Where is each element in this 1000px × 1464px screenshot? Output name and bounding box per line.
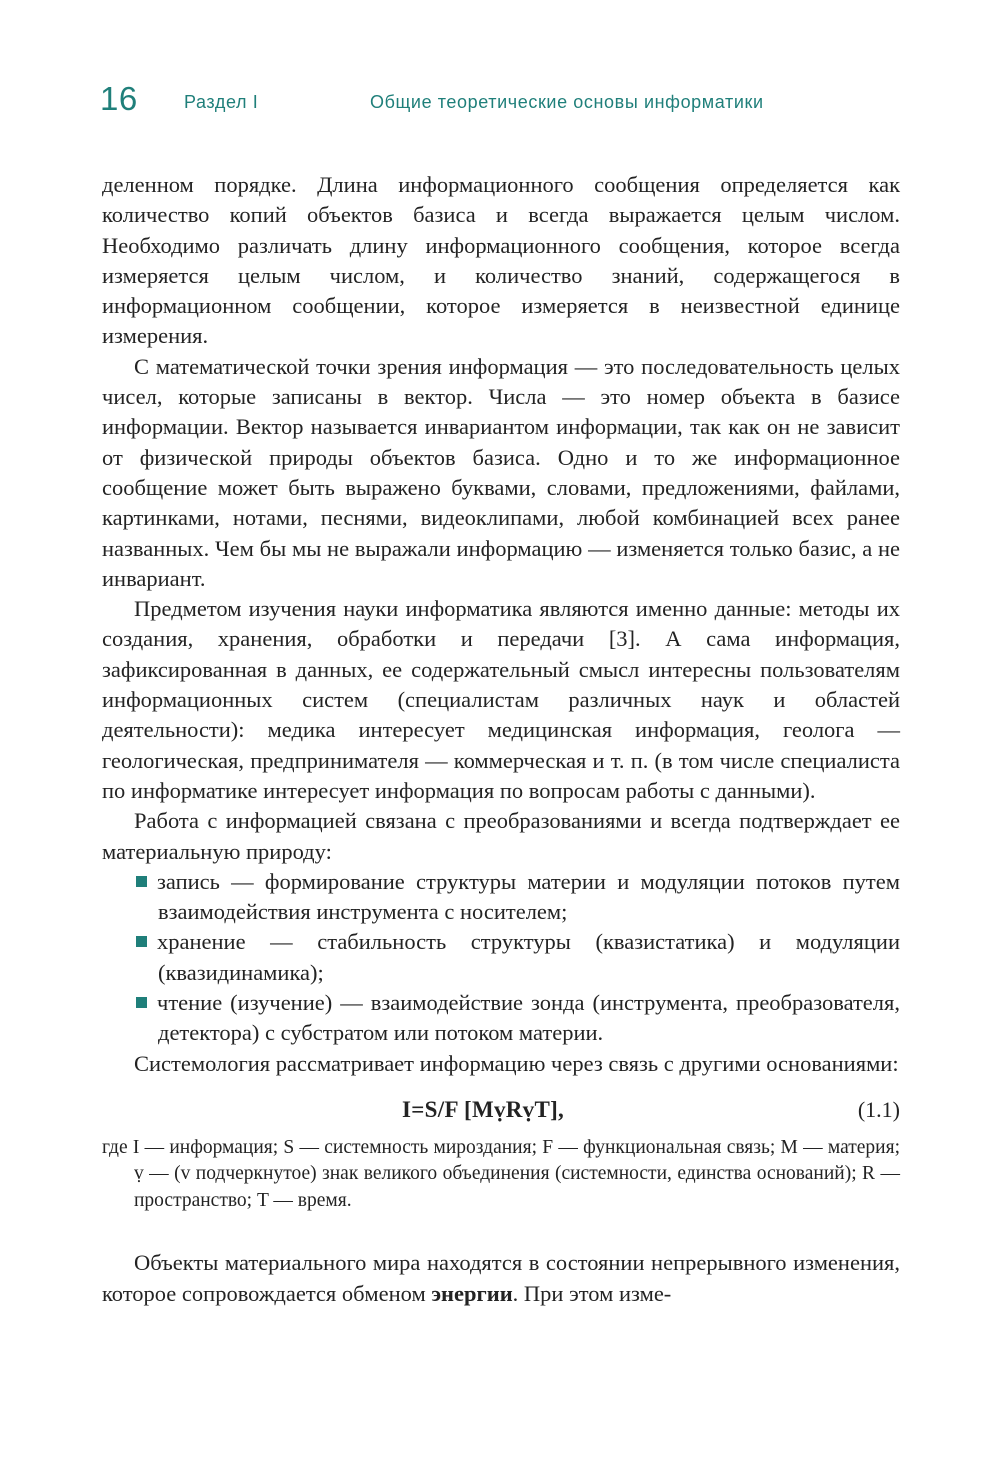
square-bullet-icon xyxy=(136,936,147,947)
list-item xyxy=(102,988,900,1049)
main-text xyxy=(102,170,900,1309)
square-bullet-icon xyxy=(136,876,147,887)
bold-term: энергии xyxy=(431,1280,513,1306)
paragraph-4: Работа с информацией связана с преобразованиями и всегда подтверждает ее материальную природу: xyxy=(102,808,900,864)
list-item xyxy=(102,867,900,928)
list-item xyxy=(102,927,900,988)
paragraph-6 xyxy=(102,1248,900,1309)
paragraph-1: деленном порядке. Длина информационного сообщения определяется как количество копий объектов базиса и всегда выражается целым числом. Необходимо различать длину информационного сообщения, которое всегда измеряется целым числом, и количество знаний, содержащегося в информационном сообщении, которое измеряется в неизвестной единице измерения. xyxy=(102,172,900,349)
square-bullet-icon xyxy=(136,997,147,1008)
paragraph-6-end: . При этом изме- xyxy=(512,1280,672,1306)
formula-row xyxy=(102,1089,900,1131)
paragraph-6-start: Объекты материального мира находятся в состоянии непрерывного изменения, которое сопровождается обменом xyxy=(102,1250,900,1306)
paragraph-2: С математической точки зрения информация — это последовательность целых чисел, которые записаны в вектор. Числа — это номер объекта в базисе информации. Вектор называется инвариантом информации, так как он не зависит от физической природы объектов базиса. Одно и то же информационное сообщение может быть выражено буквами, словами, предложениями, файлами, картинками, нотами, песнями, видеоклипами, любой комбинацией всех ранее названных. Чем бы мы не выражали информацию — изменяется только базис, а не инвариант. xyxy=(102,353,900,591)
bullet-list xyxy=(102,867,900,1049)
list-item-text: хранение — стабильность структуры (квазистатика) и модуляции (квазидинамика); xyxy=(157,929,900,985)
paragraph-5: Системология рассматривает информацию через связь с другими основаниями: xyxy=(134,1050,899,1076)
page-number: 16 xyxy=(100,80,138,117)
section-label: Раздел I xyxy=(184,92,259,112)
formula-legend: где I — информация; S — системность мироздания; F — функциональная связь; M — материя; ṿ — (v подчеркнутое) знак великого объединения (системности, единства оснований); R — пространство; T — время. xyxy=(102,1136,900,1211)
paragraph-3: Предметом изучения науки информатика являются именно данные: методы их создания, хранения, обработки и передачи [3]. А сама информация, зафиксированная в данных, ее содержательный смысл интересны пользователям информационных систем (специалистам различных наук и областей деятельности): медика интересует медицинская информация, геолога — геологическая, предпринимателя — коммерческая и т. п. (в том числе специалиста по информатике интересует информация по вопросам работы с данными). xyxy=(102,596,900,803)
formula-number: (1.1) xyxy=(857,1096,900,1122)
page-header xyxy=(100,80,900,126)
list-item-text: чтение (изучение) — взаимодействие зонда (инструмента, преобразователя, детектора) с субстратом или потоком материи. xyxy=(157,990,900,1046)
running-title: Общие теоретические основы информатики xyxy=(370,92,764,112)
formula: I=S/F [MṿRṿT], xyxy=(402,1096,565,1122)
list-item-text: запись — формирование структуры материи и модуляции потоков путем взаимодействия инструмента с носителем; xyxy=(157,868,900,925)
